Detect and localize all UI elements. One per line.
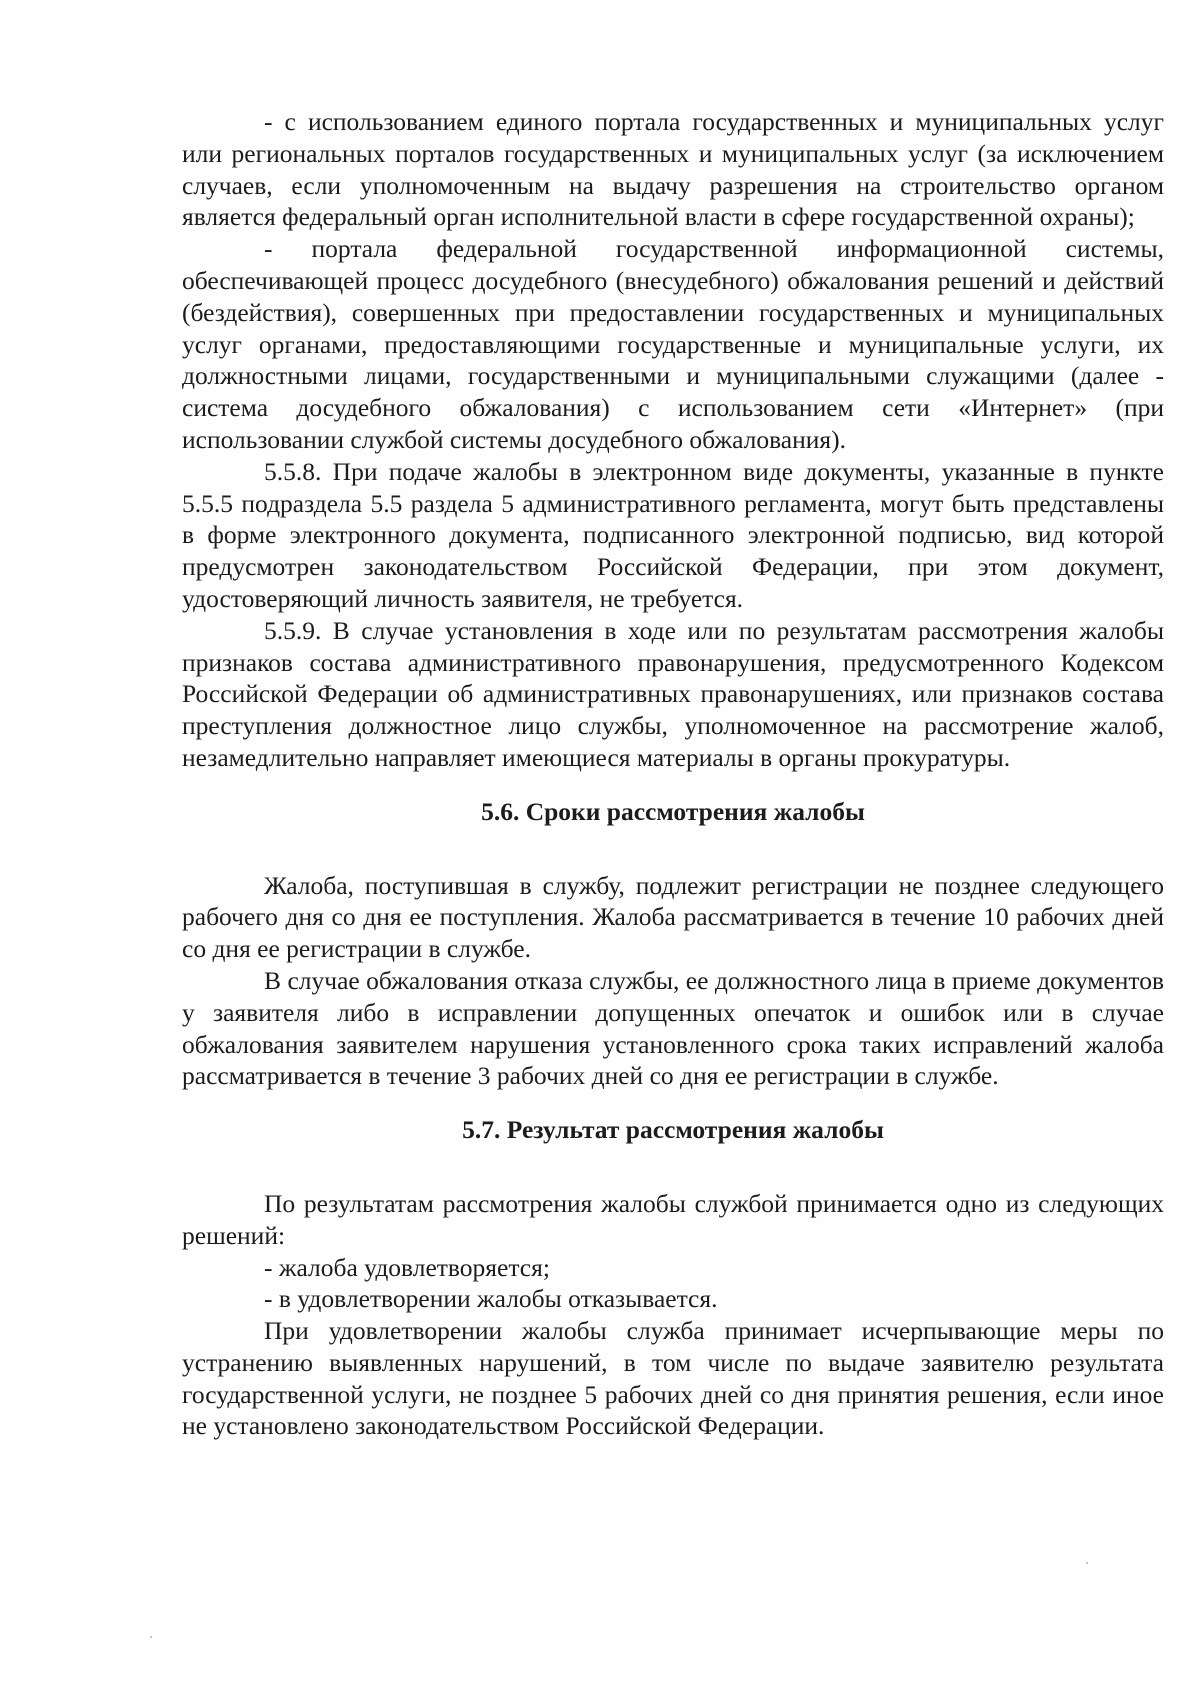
document-body <box>182 106 1164 1442</box>
paragraph-refusal-appeal-term: В случае обжалования отказа службы, ее должностного лица в приеме документов у заявителя либо в исправлении допущенных опечаток и ошибок или в случае обжалования заявителем нарушения установленного срока таких исправлений жалоба рассматривается в течение 3 рабочих дней со дня ее регистрации в службе. <box>182 965 1164 1091</box>
scan-speck <box>1086 1562 1088 1564</box>
list-item-complaint-refused: - в удовлетворении жалобы отказывается. <box>264 1284 718 1314</box>
paragraph-5-5-9: 5.5.9. В случае установления в ходе или по результатам рассмотрения жалобы признаков состава административного правонарушения, предусмотренного Кодексом Российской Федерации об административных правонарушениях, или признаков состава преступления должностное лицо службы, уполномоченное на рассмотрение жалоб, незамедлительно направляет имеющиеся материалы в органы прокуратуры. <box>182 615 1164 772</box>
spacer <box>182 1146 1164 1188</box>
paragraph-epgu-portal: - с использованием единого портала государственных и муниципальных услуг или региональных порталов государственных и муниципальных услуг (за исключением случаев, если уполномоченным на выдачу разрешения на строительство органом является федеральный орган исполнительной власти в сфере государственной охраны); <box>182 107 1164 232</box>
section-heading-5-6: 5.6. Сроки рассмотрения жалобы <box>481 796 865 826</box>
paragraph-5-5-8: 5.5.8. При подаче жалобы в электронном виде документы, указанные в пункте 5.5.5 подраздела 5.5 раздела 5 административного регламента, могут быть представлены в форме электронного документа, подписанного электронной подписью, вид которой предусмотрен законодательством Российской Федерации, при этом документ, удостоверяющий личность заявителя, не требуется. <box>182 456 1164 613</box>
paragraph-remedy-measures: При удовлетворении жалобы служба принимает исчерпывающие меры по устранению выявленных нарушений, в том числе по выдаче заявителю результата государственной услуги, не позднее 5 рабочих дней со дня принятия решения, если иное не установлено законодательством Российской Федерации. <box>182 1316 1164 1441</box>
paragraph-appeal-system-portal: - портала федеральной государственной информационной системы, обеспечивающей процесс досудебного (внесудебного) обжалования решений и действий (бездействия), совершенных при предоставлении государственных и муниципальных услуг органами, предоставляющими государственные и муниципальные услуги, их должностными лицами, государственными и муниципальными служащими (далее - система досудебного обжалования) с использованием сети «Интернет» (при использовании службой системы досудебного обжалования). <box>182 234 1164 454</box>
section-heading-5-7: 5.7. Результат рассмотрения жалобы <box>462 1115 884 1145</box>
paragraph-decision-intro: По результатам рассмотрения жалобы службой принимается одно из следующих решений: <box>182 1188 1164 1250</box>
paragraph-registration-term: Жалоба, поступившая в службу, подлежит регистрации не позднее следующего рабочего дня со дня ее поступления. Жалоба рассматривается в течение 10 рабочих дней со дня ее регистрации в службе. <box>182 870 1164 964</box>
spacer <box>182 1092 1164 1114</box>
spacer <box>182 828 1164 870</box>
scan-speck <box>150 1636 152 1638</box>
list-item-complaint-satisfied: - жалоба удовлетворяется; <box>264 1252 550 1282</box>
spacer <box>182 774 1164 796</box>
